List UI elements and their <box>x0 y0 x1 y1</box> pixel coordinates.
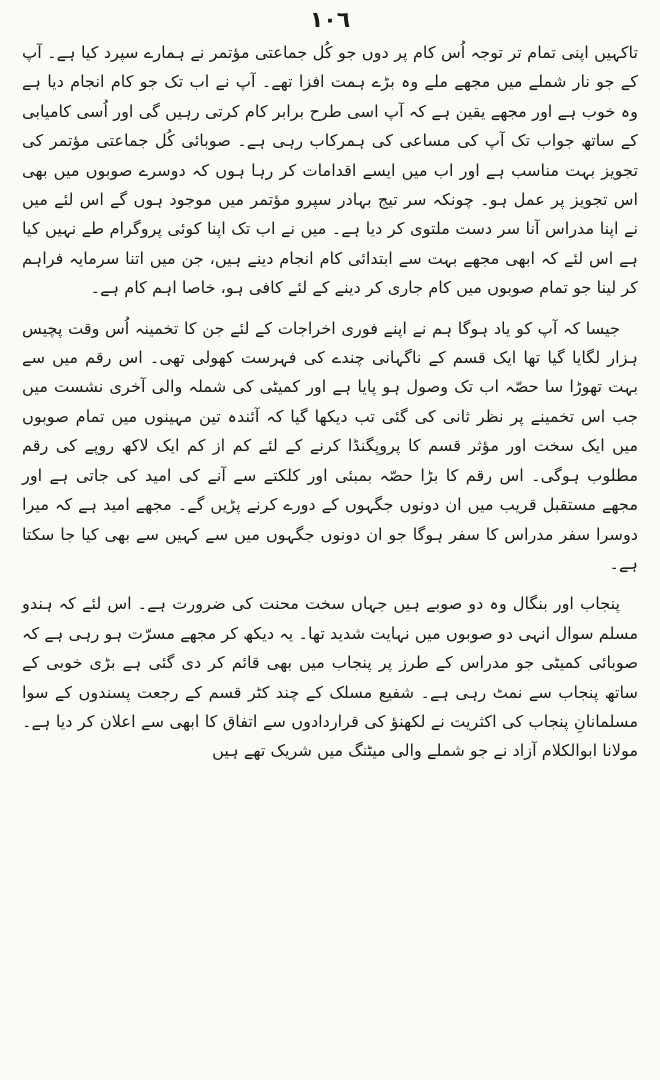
page-number: ١٠٦ <box>309 8 351 33</box>
paragraph-2: جیسا کہ آپ کو یاد ہوگا ہم نے اپنے فوری اخراجات کے لئے جن کا تخمینہ اُس وقت پچیس ہزار لگایا گیا تھا ایک قسم کے ناگہانی چندے کی فہرست کھولی تھی۔ اس رقم میں سے بہت تھوڑا سا حصّہ اب تک وصول ہو پایا ہے اور کمیٹی کی شملہ والی آخری نشست میں جب اس تخمینے پر نظر ثانی کی گئی تب دیکھا گیا کہ آئندہ تین مہینوں میں تمام صوبوں میں ایک سخت اور مؤثر قسم کا پروپگنڈا کرنے کے لئے کم از کم ایک لاکھ روپے کی رقم مطلوب ہوگی۔ اس رقم کا بڑا حصّہ بمبئی اور کلکتے سے آنے کی امید کی جاتی ہے اور مجھے مستقبل قریب میں ان دونوں جگہوں کے دورے کرنے پڑیں گے۔ مجھے امید ہے کہ میرا دوسرا سفر مدراس کا سفر ہوگا جو ان دونوں جگہوں میں سے کہیں سے بھی کیا جا سکتا ہے۔ <box>22 318 638 573</box>
paragraph-3: پنجاب اور بنگال وہ دو صوبے ہیں جہاں سخت محنت کی ضرورت ہے۔ اس لئے کہ ہندو مسلم سوال انہی دو صوبوں میں نہایت شدید تھا۔ یہ دیکھ کر مجھے مسرّت ہو رہی ہے کہ صوبائی کمیٹی جو مدراس کے طرز پر پنجاب میں بھی قائم کر دی گئی ہے بڑی خوبی کے ساتھ پنجاب سے نمٹ رہی ہے۔ شفیع مسلک کے چند کٹر قسم کے رجعت پسندوں کے سوا مسلمانانِ پنجاب کی اکثریت نے لکھنؤ کی قراردادوں سے اتفاق کا ابھی سے اعلان کر دیا ہے۔ مولانا ابوالکلام آزاد نے جو شملے والی میٹنگ میں شریک تھے ہیں <box>22 594 638 761</box>
body-text <box>22 38 638 766</box>
paragraph-1: تاکہیں اپنی تمام تر توجہ اُس کام پر دوں جو کُل جماعتی مؤتمر نے ہمارے سپرد کیا ہے۔ آپ کے جو نار شملے میں مجھے ملے وہ بڑے ہمت افزا تھے۔ آپ نے اب تک جو کام انجام دیا ہے وہ خوب ہے اور مجھے یقین ہے کہ آپ اسی طرح برابر کام کرتی رہیں گی اور اُسی کامیابی کے ساتھ جواب تک آپ کی مساعی کی ہمرکاب رہی ہے۔ صوبائی کُل جماعتی مؤتمر کی تجویز بہت مناسب ہے اور اب میں ایسے اقدامات کر رہا ہوں کہ دوسرے صوبوں میں بھی اس تجویز پر عمل ہو۔ چونکہ سر تیج بہادر سپرو مؤتمر میں موجود ہوں گے اس لئے میں نے اپنا مدراس آنا سر دست ملتوی کر دیا ہے۔ میں نے اب تک اپنا کوئی پروگرام طے نہیں کیا ہے اس لئے کہ ابھی مجھے بہت سے ابتدائی کام انجام دینے ہیں، جن میں اتنا سرمایہ فراہم کر لینا جو تمام صوبوں میں کام جاری کر دینے کے لئے کافی ہو، خاصا اہم کام ہے۔ <box>22 43 638 298</box>
